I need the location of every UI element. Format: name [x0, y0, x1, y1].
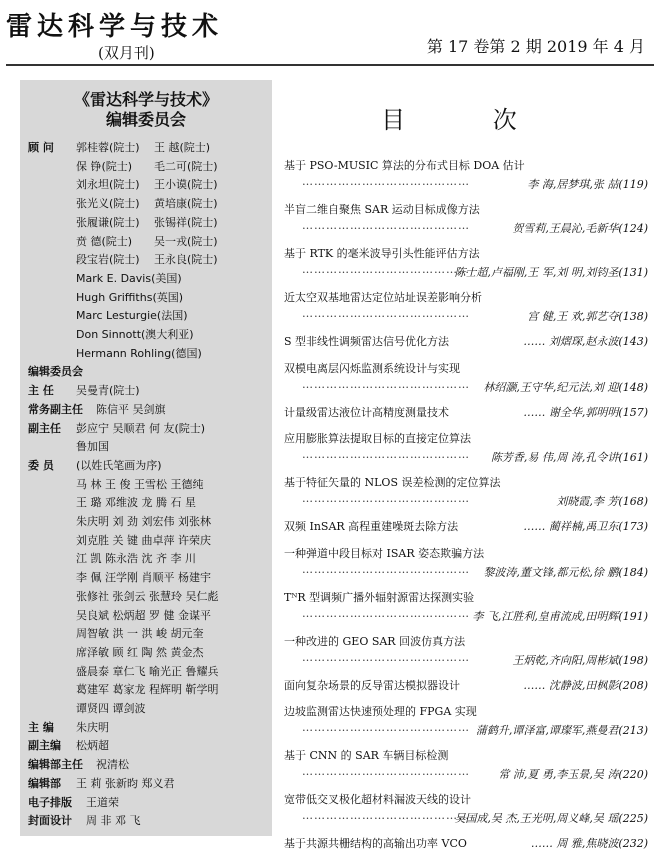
board-title-line2: 编辑委员会 — [105, 110, 186, 129]
header-divider — [6, 64, 654, 66]
editor-row — [28, 718, 272, 737]
leader-dots: …………………………………… — [302, 219, 470, 232]
advisor-row — [28, 157, 272, 176]
toc-entry[interactable] — [284, 359, 654, 397]
board-member-name: 保 铮(院士) — [76, 159, 133, 173]
board-member-name: 彭应宁 吴顺君 何 友(院士) — [76, 421, 206, 435]
toc-entry[interactable] — [284, 746, 654, 784]
article-authors: 李 海,居梦琪,张 喆(119) — [527, 178, 648, 191]
advisor-row — [28, 175, 272, 194]
article-authors: …… 刘熠琛,赵永波(143) — [523, 335, 648, 348]
leader-dots: …………………………………… — [302, 377, 470, 391]
board-member-name: 葛建军 葛家龙 程辉明 靳学明 — [76, 683, 219, 697]
board-role-label: 主 编 — [28, 720, 54, 734]
article-authors: …… 谢全华,郭明明(157) — [523, 405, 648, 419]
board-member-name: 王道荣 — [86, 795, 119, 809]
toc-entry[interactable] — [284, 676, 654, 695]
article-authors: 吴国成,吴 杰,王光明,周义峰,吴 瑶(225) — [454, 812, 648, 825]
board-role-label: 副主任 — [28, 421, 61, 435]
article-title: 一种弹道中段目标对 ISAR 姿态欺骗方法 — [284, 546, 485, 560]
journal-title: 雷达科学与技术 — [6, 12, 224, 42]
board-member-name: 席泽敏 顾 红 陶 然 黄金杰 — [76, 645, 204, 659]
article-authors: 蒲鹤升,谭泽富,谭璨军,燕曼君(213) — [475, 724, 648, 737]
board-title-line1: 《雷达科学与技术》 — [73, 90, 218, 109]
foreign-advisor-row — [28, 269, 272, 288]
board-role-label: 编辑部 — [28, 776, 61, 790]
board-member-name: 王 莉 张新昀 郑义君 — [76, 776, 175, 790]
member-row — [28, 475, 272, 494]
toc-entry[interactable] — [284, 332, 654, 351]
board-member-name: 黄培康(院士) — [154, 197, 218, 211]
leader-dots: …………………………………… — [302, 175, 470, 188]
toc-entry[interactable] — [284, 834, 654, 853]
board-section-label — [28, 362, 272, 381]
board-title — [20, 90, 272, 130]
board-member-name: 马 林 王 俊 王雪松 王德纯 — [76, 477, 204, 491]
board-member-name: 吴良斌 松炳超 罗 健 金谋平 — [76, 608, 211, 622]
toc-entry[interactable] — [284, 790, 654, 828]
board-role-label: 副主编 — [28, 739, 61, 753]
leader-dots: …………………………………… — [302, 765, 470, 778]
foreign-advisor-row — [28, 306, 272, 325]
toc-entry[interactable] — [284, 244, 654, 282]
leader-dots: …………………………………… — [302, 307, 470, 320]
advisor-row — [28, 250, 272, 269]
board-member-name: Don Sinnott(澳大利亚) — [76, 328, 194, 341]
article-authors: 李 飞,江胜利,皇甫流成,田明辉(191) — [472, 609, 648, 623]
foreign-advisor-row — [28, 344, 272, 363]
board-role-label: 编辑委员会 — [28, 365, 83, 379]
board-member-name: Hermann Rohling(德国) — [76, 346, 202, 360]
board-member-name: 张修社 张剑云 张慧玲 吴仁彪 — [76, 589, 219, 603]
board-role-label: 电子排版 — [28, 795, 72, 809]
journal-frequency: (双月刊) — [98, 44, 155, 62]
deputy-editor-row — [28, 736, 272, 755]
board-member-name: 刘克胜 关 键 曲卓萍 许荣庆 — [76, 533, 211, 547]
article-authors: 陈士超,卢福刚,王 军,刘 明,刘钧圣(131) — [454, 266, 648, 279]
member-row — [28, 699, 272, 718]
article-title: S 型非线性调频雷达信号优化方法 — [284, 335, 450, 348]
board-member-name: 段宝岩(院士) — [76, 253, 140, 267]
member-row — [28, 512, 272, 531]
advisor-row — [28, 138, 272, 157]
board-role-label: 编辑部主任 — [28, 758, 83, 772]
board-member-name: 贲 德(院士) — [76, 234, 133, 248]
member-row — [28, 493, 272, 512]
leader-dots: …………………………………… — [302, 721, 470, 734]
article-title: 边坡监测雷达快速预处理的 FPGA 实现 — [284, 705, 477, 718]
article-authors: …… 周 雅,焦晓波(232) — [530, 837, 648, 850]
board-member-name: 王永良(院士) — [154, 253, 218, 267]
member-row — [28, 587, 272, 606]
board-member-name: 张锡祥(院士) — [154, 215, 218, 229]
article-title: TᴺR 型调频广播外辐射源雷达探测实验 — [284, 590, 475, 604]
exec-vice-row — [28, 400, 272, 419]
article-authors: 常 沛,夏 勇,李玉景,吴 涛(220) — [498, 768, 648, 781]
article-title: 基于 CNN 的 SAR 车辆目标检测 — [284, 749, 449, 762]
toc-entry[interactable] — [284, 403, 654, 422]
board-member-name: 王 越(院士) — [154, 141, 211, 154]
board-member-name: 盛晨泰 章仁飞 喻光正 鲁耀兵 — [76, 664, 219, 678]
board-member-name: 郭桂蓉(院士) — [76, 141, 140, 154]
board-role-label: 封面设计 — [28, 814, 72, 828]
advisor-row — [28, 213, 272, 232]
board-member-name: 刘永坦(院士) — [76, 178, 140, 192]
chair-row — [28, 381, 272, 400]
article-title: 半盲二维自聚焦 SAR 运动目标成像方法 — [284, 203, 480, 216]
cover-row — [28, 811, 272, 830]
toc-entry[interactable] — [284, 517, 654, 536]
board-member-name: 吴一戎(院士) — [154, 234, 218, 248]
members-label-row — [28, 456, 272, 475]
foreign-advisor-row — [28, 288, 272, 307]
board-member-name: 谭贤四 谭剑波 — [76, 702, 146, 715]
issue-info: 第 17 卷第 2 期 2019 年 4 月 — [426, 37, 645, 56]
vice-row — [28, 419, 272, 438]
article-authors: 陈芳香,易 伟,周 涛,孔令讲(161) — [490, 451, 648, 464]
dept-row — [28, 774, 272, 793]
board-member-name: 张光义(院士) — [76, 197, 140, 211]
member-row — [28, 531, 272, 550]
article-authors: 宫 健,王 欢,郭艺夺(138) — [527, 310, 648, 323]
board-member-name: 陈信平 吴剑旗 — [96, 402, 166, 416]
article-title: 双模电离层闪烁监测系统设计与实现 — [284, 361, 460, 375]
article-title: 基于特征矢量的 NLOS 误差检测的定位算法 — [284, 476, 501, 489]
toc-entry[interactable] — [284, 288, 654, 326]
article-authors: …… 蔺祥楠,禹卫东(173) — [523, 520, 648, 533]
board-member-name: 吴曼青(院士) — [76, 384, 140, 398]
toc-entry[interactable] — [284, 200, 654, 238]
article-title: 应用膨胀算法提取目标的直接定位算法 — [284, 432, 471, 445]
advisor-row — [28, 232, 272, 251]
toc-entry[interactable] — [284, 156, 654, 194]
board-member-name: 王小谟(院士) — [154, 178, 218, 192]
board-member-name: 松炳超 — [76, 739, 109, 753]
leader-dots: …………………………………… — [302, 606, 470, 620]
article-title: 近太空双基地雷达定位站址误差影响分析 — [284, 291, 482, 304]
journal-header — [0, 0, 659, 80]
board-member-name: Mark E. Davis(美国) — [76, 271, 182, 285]
article-authors: 黎波涛,董文锋,都元松,徐 鹏(184) — [483, 565, 648, 579]
leader-dots: …………………………………… — [302, 448, 470, 461]
toc-entry[interactable] — [284, 544, 654, 582]
board-member-name: 祝清松 — [96, 758, 129, 772]
board-member-name: 鲁加国 — [76, 440, 109, 454]
foreign-advisor-row — [28, 325, 272, 344]
board-role-label: 顾 问 — [28, 141, 54, 154]
typeset-row — [28, 793, 272, 812]
article-authors: 刘晓霞,李 芳(168) — [556, 495, 648, 508]
article-title: 宽带低交叉极化超材料漏波天线的设计 — [284, 793, 471, 806]
board-member-name: 周智敏 洪 一 洪 峻 胡元奎 — [76, 627, 204, 641]
advisor-row — [28, 194, 272, 213]
article-title: 双频 InSAR 高程重建噪斑去除方法 — [284, 520, 459, 533]
toc-entry[interactable] — [284, 429, 654, 467]
toc-title: 目 次 — [381, 106, 557, 134]
toc-entry[interactable] — [284, 588, 654, 626]
leader-dots: …………………………………… — [302, 492, 470, 505]
member-row — [28, 643, 272, 662]
article-authors: …… 沈静波,田枫影(208) — [523, 678, 648, 692]
editorial-board-panel — [20, 80, 272, 836]
member-row — [28, 680, 272, 699]
article-title: 面向复杂场景的反导雷达模拟器设计 — [284, 678, 460, 692]
board-member-name: 江 凯 陈永浩 沈 齐 李 川 — [76, 552, 196, 566]
board-member-name: 张履谦(院士) — [76, 215, 140, 229]
article-authors: 林绍灏,王守华,纪元法,刘 迎(148) — [483, 380, 648, 394]
article-title: 基于共源共栅结构的高输出功率 VCO — [284, 837, 467, 850]
vice-row — [28, 437, 272, 456]
dept-vice-row — [28, 755, 272, 774]
board-member-name: 毛二可(院士) — [154, 159, 218, 173]
board-role-label: 委 员 — [28, 458, 54, 472]
toc-entry[interactable] — [284, 632, 654, 670]
article-title: 基于 RTK 的毫米波导引头性能评估方法 — [284, 247, 480, 260]
toc-entry[interactable] — [284, 702, 654, 740]
member-row — [28, 624, 272, 643]
board-role-label: 常务副主任 — [28, 402, 83, 416]
board-member-name: 王 璐 邓维波 龙 腾 石 星 — [76, 496, 196, 510]
article-title: 一种改进的 GEO SAR 回波仿真方法 — [284, 634, 466, 648]
board-member-name: Marc Lesturgie(法国) — [76, 309, 188, 323]
member-row — [28, 606, 272, 625]
member-row — [28, 568, 272, 587]
table-of-contents — [284, 80, 654, 850]
toc-entry[interactable] — [284, 473, 654, 511]
board-member-name: (以姓氏笔画为序) — [76, 458, 162, 472]
member-row — [28, 662, 272, 681]
article-title: 基于 PSO-MUSIC 算法的分布式目标 DOA 估计 — [284, 159, 525, 172]
article-authors: 贺雪莉,王晨沁,毛新华(124) — [512, 222, 648, 235]
board-member-name: 周 非 邓 飞 — [86, 814, 141, 828]
leader-dots: …………………………………… — [302, 809, 470, 822]
board-member-name: 朱庆明 — [76, 720, 109, 734]
board-member-name: 朱庆明 刘 劲 刘宏伟 刘张林 — [76, 515, 211, 528]
leader-dots: …………………………………… — [302, 263, 470, 276]
member-row — [28, 549, 272, 568]
leader-dots: …………………………………… — [302, 562, 470, 576]
leader-dots: …………………………………… — [302, 650, 470, 664]
article-authors: 王炳乾,齐向阳,周彬斌(198) — [512, 653, 648, 667]
board-role-label: 主 任 — [28, 384, 54, 398]
board-member-name: Hugh Griffiths(英国) — [76, 290, 184, 304]
board-member-name: 李 佩 汪学刚 肖顺平 杨建宇 — [76, 571, 211, 585]
article-title: 计量级雷达液位计高精度测量技术 — [284, 405, 449, 419]
